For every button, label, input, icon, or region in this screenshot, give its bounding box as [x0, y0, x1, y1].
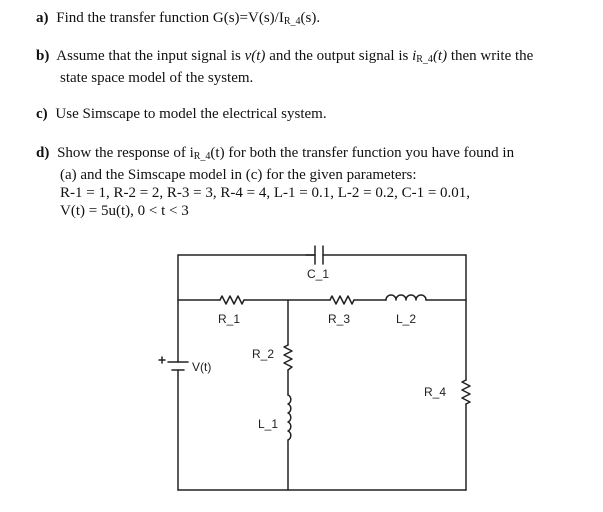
question-d-line4: V(t) = 5u(t), 0 < t < 3 — [60, 203, 189, 219]
question-b-input-signal: v(t) — [244, 48, 266, 64]
question-b-line1-mid: and the output signal is — [265, 48, 413, 64]
question-d-line1-pre: Show the response of i — [57, 145, 194, 161]
question-a-sub: R_4 — [283, 16, 301, 27]
label-vsource: V(t) — [192, 360, 212, 374]
question-b-line2: state space model of the system. — [60, 70, 254, 86]
question-a-text-pre: Find the transfer function G(s)=V(s)/I — [56, 10, 284, 26]
question-d-label: d) — [36, 145, 50, 161]
label-l2: L_2 — [396, 312, 417, 326]
label-c1: C_1 — [307, 267, 330, 281]
resistor-r1-symbol — [220, 296, 244, 304]
question-b-output-post: (t) — [432, 48, 448, 64]
label-l1: L_1 — [258, 417, 279, 431]
question-c-text: Use Simscape to model the electrical system. — [55, 106, 327, 122]
question-a-text-post: (s). — [300, 10, 321, 26]
inductor-l1-symbol — [288, 395, 291, 440]
label-r1: R_1 — [218, 312, 241, 326]
question-b-label: b) — [36, 48, 50, 64]
label-r4: R_4 — [424, 385, 447, 399]
resistor-r4-symbol — [462, 380, 470, 404]
question-b-line1-pre: Assume that the input signal is — [56, 48, 245, 64]
question-a-label: a) — [36, 10, 49, 26]
question-b-output-sub: R_4 — [416, 54, 433, 65]
inductor-l2-symbol — [386, 295, 426, 300]
question-d-line1-post: (t) for both the transfer function you have found in — [210, 145, 515, 161]
label-r2: R_2 — [252, 347, 275, 361]
label-r3: R_3 — [328, 312, 351, 326]
question-b-output-main: i — [412, 48, 417, 64]
question-d-line3: R-1 = 1, R-2 = 2, R-3 = 3, R-4 = 4, L-1 = 0.1, L-2 = 0.2, C-1 = 0.01, — [60, 185, 471, 201]
question-c-label: c) — [36, 106, 48, 122]
question-d-line1-sub: R_4 — [193, 151, 211, 162]
capacitor-c1-symbol — [306, 246, 323, 264]
voltage-source-symbol — [159, 357, 188, 370]
question-b-line1-post: then write the — [447, 48, 534, 64]
resistor-r2-symbol — [284, 345, 292, 370]
question-d-line2: (a) and the Simscape model in (c) for the given parameters: — [60, 167, 417, 183]
resistor-r3-symbol — [330, 296, 354, 304]
